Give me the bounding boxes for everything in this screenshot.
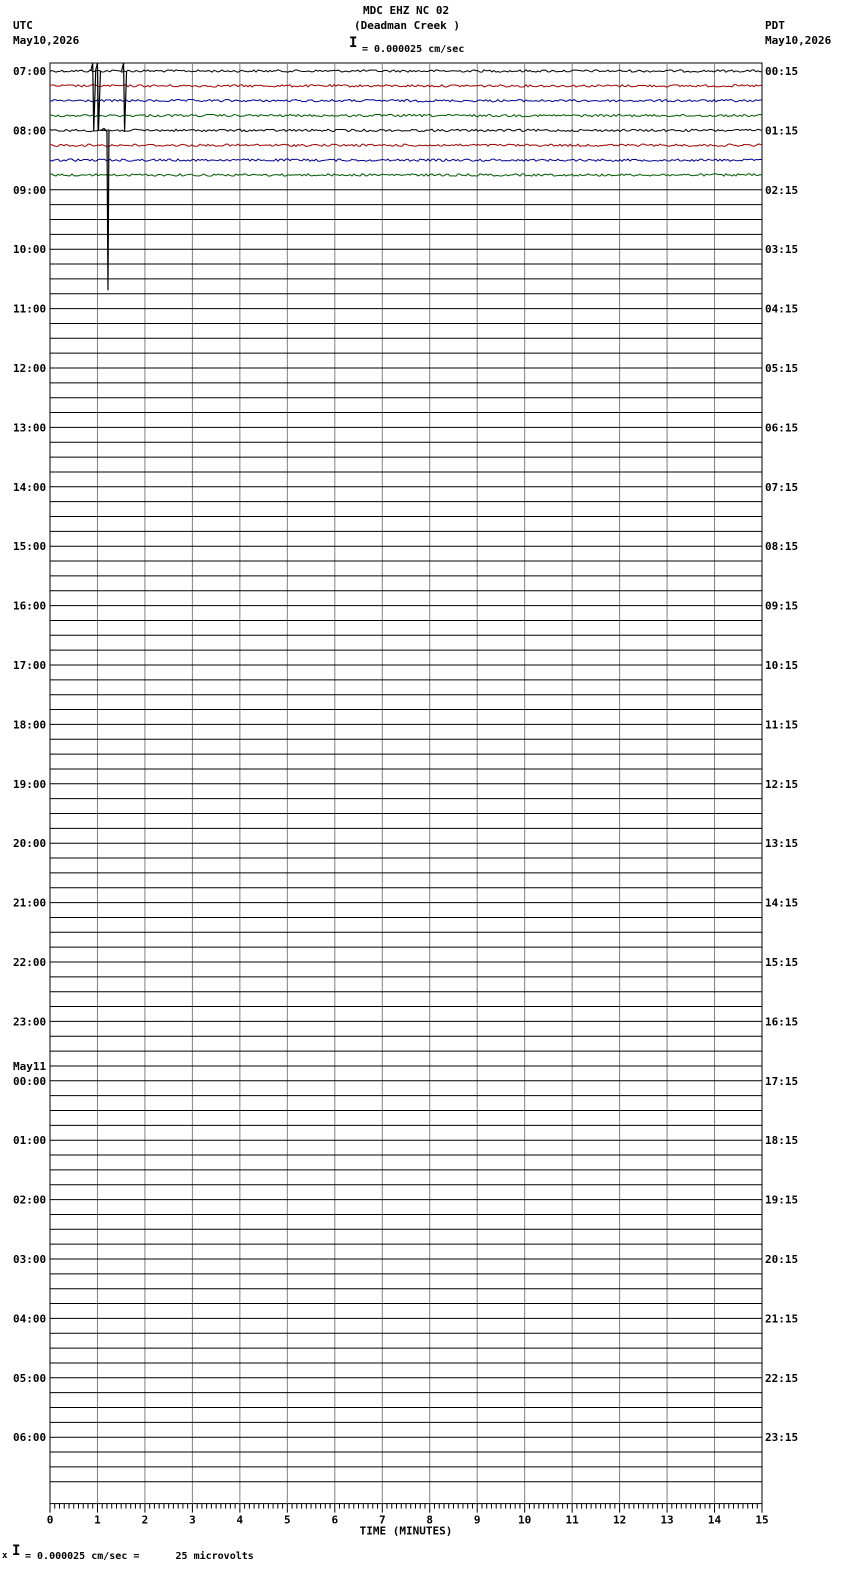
local-hour-label: 04:15 (765, 302, 799, 316)
seismic-trace (50, 144, 762, 146)
event-spike (91, 63, 96, 131)
local-hour-label: 05:15 (765, 362, 799, 375)
left-date: May10,2026 (13, 34, 80, 47)
utc-hour-label: 17:00 (13, 659, 47, 672)
utc-hour-label: 06:00 (13, 1431, 47, 1445)
local-hour-label: 16:15 (765, 1015, 799, 1029)
utc-hour-label: 16:00 (13, 599, 47, 613)
local-hour-label: 02:15 (765, 183, 799, 197)
event-spike (101, 128, 109, 290)
seismic-trace (50, 129, 762, 131)
x-tick-label: 13 (660, 1513, 674, 1527)
utc-hour-label: 05:00 (13, 1371, 47, 1385)
x-tick-label: 5 (284, 1513, 291, 1527)
local-hour-label: 17:15 (765, 1074, 799, 1088)
event-spike (122, 63, 127, 131)
utc-hour-label: 08:00 (13, 124, 47, 138)
utc-hour-label: 10:00 (13, 243, 47, 257)
utc-hour-label: 09:00 (13, 183, 47, 197)
x-tick-label: 15 (755, 1513, 769, 1527)
utc-hour-label: 20:00 (13, 837, 47, 851)
local-hour-label: 18:15 (765, 1134, 799, 1148)
seismic-trace (50, 174, 762, 176)
local-hour-label: 13:15 (765, 837, 799, 851)
seismic-trace (50, 114, 762, 116)
left-timezone: UTC (13, 19, 33, 32)
scale-label: = 0.000025 cm/sec (362, 44, 465, 55)
utc-hour-label: 04:00 (13, 1312, 47, 1326)
local-hour-label: 09:15 (765, 599, 799, 613)
local-hour-label: 12:15 (765, 777, 799, 791)
local-hour-label: 15:15 (765, 956, 799, 969)
utc-hour-label: 01:00 (13, 1134, 47, 1148)
local-hour-label: 19:15 (765, 1193, 799, 1207)
local-hour-label: 23:15 (765, 1431, 799, 1445)
utc-hour-label: 18:00 (13, 718, 47, 732)
scale-bar-icon: I (349, 35, 358, 51)
seismic-trace (50, 159, 762, 161)
seismic-trace (50, 85, 762, 87)
utc-hour-label: 15:00 (13, 540, 47, 554)
local-hour-label: 03:15 (765, 243, 799, 257)
x-tick-label: 4 (236, 1513, 244, 1527)
x-tick-label: 10 (518, 1513, 532, 1527)
utc-hour-label: 13:00 (13, 421, 47, 435)
seismic-trace (50, 100, 762, 102)
x-tick-label: 7 (378, 1513, 386, 1527)
footer-scale-icon: I (12, 1543, 21, 1559)
utc-hour-label: 12:00 (13, 362, 47, 375)
local-hour-label: 07:15 (765, 480, 799, 494)
local-hour-label: 14:15 (765, 896, 799, 910)
footer-scale-note: = 0.000025 cm/sec = 25 microvolts (25, 1551, 254, 1562)
station-title: MDC EHZ NC 02 (363, 4, 450, 17)
x-tick-label: 12 (612, 1513, 627, 1527)
x-tick-label: 6 (331, 1513, 339, 1527)
x-tick-label: 8 (426, 1513, 434, 1527)
x-tick-label: 11 (565, 1513, 579, 1527)
local-hour-label: 20:15 (765, 1253, 799, 1266)
utc-hour-label: 19:00 (13, 777, 47, 791)
local-hour-label: 01:15 (765, 124, 799, 138)
utc-hour-label: 07:00 (13, 65, 47, 78)
local-hour-label: 10:15 (765, 659, 799, 672)
x-axis-label: TIME (MINUTES) (359, 1524, 453, 1538)
x-tick-label: 2 (141, 1513, 149, 1527)
utc-hour-label: 03:00 (13, 1253, 47, 1266)
x-tick-label: 0 (46, 1513, 54, 1527)
local-hour-label: 00:15 (765, 65, 799, 78)
local-hour-label: 06:15 (765, 421, 799, 435)
local-hour-label: 11:15 (765, 718, 799, 732)
utc-hour-label: 11:00 (13, 302, 47, 316)
station-name: (Deadman Creek ) (354, 19, 460, 32)
right-date: May10,2026 (765, 34, 832, 47)
x-tick-label: 9 (473, 1513, 481, 1527)
local-hour-label: 21:15 (765, 1312, 799, 1326)
local-hour-label: 22:15 (765, 1371, 799, 1385)
date-break-label: May11 (13, 1059, 47, 1073)
footer-marker: x (2, 1551, 8, 1561)
local-hour-label: 08:15 (765, 540, 799, 554)
x-tick-label: 3 (189, 1513, 196, 1527)
utc-hour-label: 02:00 (13, 1193, 47, 1207)
utc-hour-label: 00:00 (13, 1074, 47, 1088)
utc-hour-label: 21:00 (13, 896, 47, 910)
right-timezone: PDT (765, 19, 785, 32)
utc-hour-label: 22:00 (13, 956, 47, 969)
utc-hour-label: 23:00 (13, 1015, 47, 1029)
x-tick-label: 1 (94, 1513, 101, 1527)
x-tick-label: 14 (707, 1513, 722, 1527)
seismic-trace (50, 70, 762, 72)
utc-hour-label: 14:00 (13, 480, 47, 494)
